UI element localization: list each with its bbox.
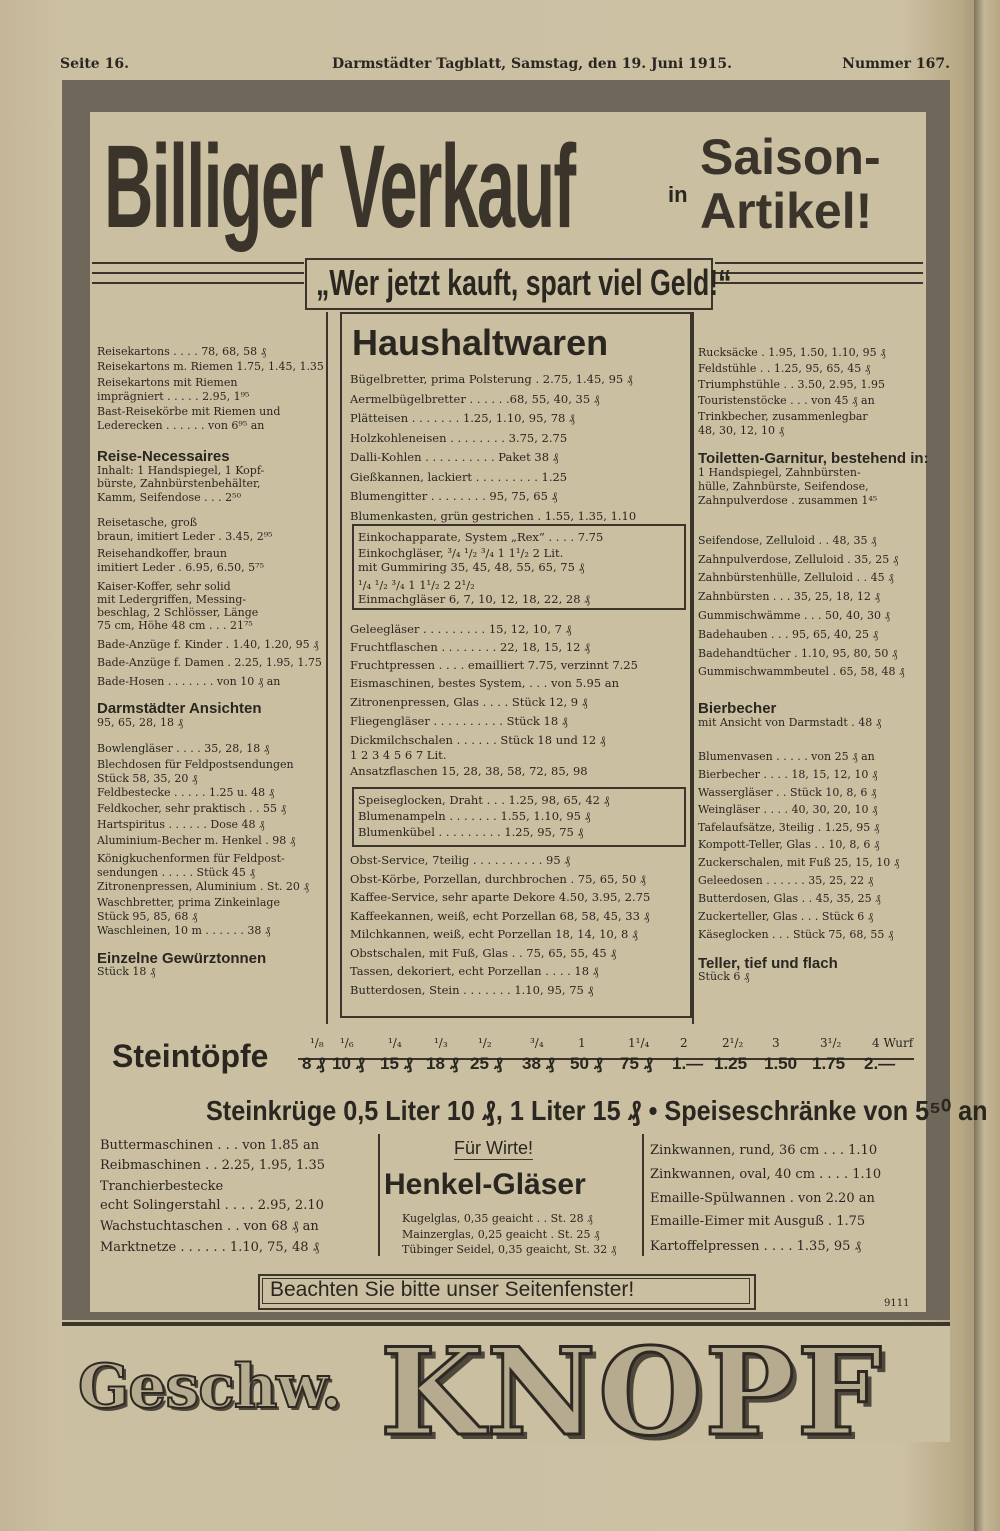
porcelain-item: Tassen, dekoriert, echt Porzellan . . . . 18 ₰ <box>350 964 599 978</box>
kitchen-item: Reibmaschinen . . 2.25, 1.95, 1.35 <box>100 1158 325 1173</box>
einkoch-item: mit Gummiring 35, 45, 48, 55, 65, 75 ₰ <box>358 560 585 574</box>
pot-size: ¹/₆ <box>340 1036 354 1050</box>
household-item: Plätteisen . . . . . . . 1.25, 1.10, 95, 78 ₰ <box>350 411 575 425</box>
headline: Billiger Verkauf <box>104 121 575 253</box>
tub-item: Emaille-Spülwannen . von 2.20 an <box>650 1191 875 1206</box>
right-item: Käseglocken . . . Stück 75, 68, 55 ₰ <box>698 928 894 941</box>
steintoepfe-label: Steintöpfe <box>112 1038 269 1074</box>
left-item: Aluminium-Becher m. Henkel . 98 ₰ <box>97 834 296 847</box>
household-item: Dalli-Kohlen . . . . . . . . . . Paket 38 ₰ <box>350 450 559 464</box>
left-item: Darmstädter Ansichten <box>97 700 262 717</box>
left-item: beschlag, 2 Schlösser, Länge <box>97 606 259 619</box>
price-box <box>352 524 686 610</box>
household-item: Ansatzflaschen 15, 28, 38, 58, 72, 85, 98 <box>350 764 588 778</box>
left-item: imprägniert . . . . . 2.95, 1⁹⁵ <box>97 390 250 403</box>
left-item: Stück 18 ₰ <box>97 965 156 978</box>
left-item: Reisekartons . . . . 78, 68, 58 ₰ <box>97 345 267 358</box>
left-item: bürste, Zahnbürstenbehälter, <box>97 477 261 490</box>
ad-code: 9111 <box>884 1298 910 1309</box>
page-number: Seite 16. <box>60 56 129 72</box>
porcelain-item: Kaffee-Service, sehr aparte Dekore 4.50, 3.95, 2.75 <box>350 890 651 904</box>
right-item: Blumenvasen . . . . . von 25 ₰ an <box>698 750 875 763</box>
pot-size: ¹/₈ <box>310 1036 324 1050</box>
headline-in: in <box>668 182 688 207</box>
price-box <box>352 787 686 847</box>
newspaper-date: Darmstädter Tagblatt, Samstag, den 19. Juni 1915. <box>332 56 732 72</box>
pot-price: 1.— <box>672 1054 704 1073</box>
lamp-item: Blumenampeln . . . . . . . 1.55, 1.10, 95 ₰ <box>358 809 591 823</box>
right-item: Zahnbürsten . . . 35, 25, 18, 12 ₰ <box>698 590 880 603</box>
slogan: „Wer jetzt kauft, spart viel Geld!“ <box>316 262 732 303</box>
steinkruege-line <box>206 1094 988 1127</box>
tub-item: Kartoffelpressen . . . . 1.35, 95 ₰ <box>650 1239 862 1254</box>
right-item: Geleedosen . . . . . . 35, 25, 22 ₰ <box>698 874 874 887</box>
right-item: Wassergläser . . Stück 10, 8, 6 ₰ <box>698 786 877 799</box>
right-item: Gummischwammbeutel . 65, 58, 48 ₰ <box>698 665 905 678</box>
headline-artikel: Artikel! <box>700 183 873 239</box>
household-item: Blumengitter . . . . . . . . 95, 75, 65 ₰ <box>350 489 558 503</box>
right-item: Zuckerteller, Glas . . . Stück 6 ₰ <box>698 910 874 923</box>
left-item: Bast-Reisekörbe mit Riemen und <box>97 405 281 418</box>
henkel-title: Henkel-Gläser <box>384 1168 586 1201</box>
pot-price: 2.— <box>864 1054 896 1073</box>
pot-price: 38 ₰ <box>522 1054 556 1073</box>
household-item: Fruchtflaschen . . . . . . . . 22, 18, 15, 12 ₰ <box>350 640 590 654</box>
pot-price: 1.50 <box>764 1054 798 1073</box>
issue-number: Nummer 167. <box>842 56 950 72</box>
notice: Beachten Sie bitte unser Seitenfenster! <box>270 1278 635 1301</box>
left-item: sendungen . . . . . Stück 45 ₰ <box>97 866 255 879</box>
fuer-wirte: Für Wirte! <box>454 1138 533 1158</box>
left-item: Lederecken . . . . . . von 6⁹⁵ an <box>97 419 265 432</box>
brand-prefix: Geschw. <box>78 1352 341 1422</box>
left-item: Königkuchenformen für Feldpost- <box>97 852 285 865</box>
pot-price: 10 ₰ <box>332 1054 366 1073</box>
right-item: Touristenstöcke . . . von 45 ₰ an <box>698 394 875 407</box>
household-item: Gießkannen, lackiert . . . . . . . . . 1.25 <box>350 470 568 484</box>
left-item: Blechdosen für Feldpostsendungen <box>97 758 294 771</box>
right-item: Bierbecher . . . . 18, 15, 12, 10 ₰ <box>698 768 878 781</box>
right-item: Zahnpulverdose, Zelluloid . 35, 25 ₰ <box>698 553 899 566</box>
pot-price: 18 ₰ <box>426 1054 460 1073</box>
pot-price: 1.75 <box>812 1054 846 1073</box>
household-item: 1 2 3 4 5 6 7 Lit. <box>350 748 447 762</box>
lamp-item: Blumenkübel . . . . . . . . . 1.25, 95, 75 ₰ <box>358 825 584 839</box>
right-item: hülle, Zahnbürste, Seifendose, <box>698 480 869 493</box>
right-item: Badehauben . . . 95, 65, 40, 25 ₰ <box>698 628 878 641</box>
right-item: mit Ansicht von Darmstadt . 48 ₰ <box>698 716 882 729</box>
household-item: Zitronenpressen, Glas . . . . Stück 12, 9 ₰ <box>350 695 588 709</box>
page-header <box>60 56 950 78</box>
einkoch-item: Einmachgläser 6, 7, 10, 12, 18, 22, 28 ₰ <box>358 592 590 606</box>
kitchen-item: Tranchierbestecke <box>100 1179 224 1194</box>
left-item: Kaiser-Koffer, sehr solid <box>97 580 231 593</box>
glass-item: Kugelglas, 0,35 geaicht . . St. 28 ₰ <box>402 1212 593 1225</box>
right-item: Weingläser . . . . 40, 30, 20, 10 ₰ <box>698 803 878 816</box>
right-item: Triumphstühle . . 3.50, 2.95, 1.95 <box>698 378 885 391</box>
right-item: Teller, tief und flach <box>698 955 838 972</box>
einkoch-item: Einkochgläser, ³/₄ ¹/₂ ³/₄ 1 1¹/₂ 2 Lit. <box>358 546 564 560</box>
left-item: 75 cm, Höhe 48 cm . . . 21⁷⁵ <box>97 619 253 632</box>
porcelain-item: Milchkannen, weiß, echt Porzellan 18, 14, 10, 8 ₰ <box>350 927 638 941</box>
right-item: Badehandtücher . 1.10, 95, 80, 50 ₰ <box>698 647 898 660</box>
lamp-item: Speiseglocken, Draht . . . 1.25, 98, 65, 42 ₰ <box>358 793 610 807</box>
left-item: mit Ledergriffen, Messing- <box>97 593 247 606</box>
right-item: Gummischwämme . . . 50, 40, 30 ₰ <box>698 609 890 622</box>
left-item: Reisekartons mit Riemen <box>97 376 238 389</box>
household-item: Bügelbretter, prima Polsterung . 2.75, 1.45, 95 ₰ <box>350 372 633 386</box>
kitchen-item: Marktnetze . . . . . . 1.10, 75, 48 ₰ <box>100 1240 320 1255</box>
pot-size: 2¹/₂ <box>722 1036 744 1050</box>
headline-side <box>700 130 881 238</box>
pot-price: 8 ₰ <box>302 1054 326 1073</box>
household-item: Eismaschinen, bestes System, . . . von 5.95 an <box>350 676 620 690</box>
porcelain-item: Obstschalen, mit Fuß, Glas . . 75, 65, 55, 45 ₰ <box>350 946 617 960</box>
left-item: Waschleinen, 10 m . . . . . . 38 ₰ <box>97 924 271 937</box>
household-item: Blumenkasten, grün gestrichen . 1.55, 1.35, 1.10 <box>350 509 637 523</box>
household-item: Aermelbügelbretter . . . . . .68, 55, 40, 35 ₰ <box>350 392 600 406</box>
porcelain-item: Obst-Körbe, Porzellan, durchbrochen . 75, 65, 50 ₰ <box>350 872 646 886</box>
left-item: Bade-Anzüge f. Kinder . 1.40, 1.20, 95 ₰ <box>97 638 319 651</box>
pot-size: 1¹/₄ <box>628 1036 650 1050</box>
brand-name: KNOPF <box>380 1322 884 1463</box>
household-item: Dickmilchschalen . . . . . . Stück 18 und 12 ₰ <box>350 733 606 747</box>
kitchen-item: Buttermaschinen . . . von 1.85 an <box>100 1138 320 1153</box>
tub-item: Zinkwannen, rund, 36 cm . . . 1.10 <box>650 1143 878 1158</box>
glass-item: Mainzerglas, 0,25 geaicht . St. 25 ₰ <box>402 1228 600 1241</box>
left-item: Hartspiritus . . . . . . Dose 48 ₰ <box>97 818 265 831</box>
porcelain-item: Obst-Service, 7teilig . . . . . . . . . . 95 ₰ <box>350 853 571 867</box>
right-item: Seifendose, Zelluloid . . 48, 35 ₰ <box>698 534 877 547</box>
right-item: Bierbecher <box>698 700 777 717</box>
pot-size: 4 Wurf <box>872 1036 914 1050</box>
right-item: Feldstühle . . 1.25, 95, 65, 45 ₰ <box>698 362 871 375</box>
einkoch-item: ¹/₄ ¹/₂ ³/₄ 1 1¹/₂ 2 2¹/₂ <box>358 578 475 592</box>
kitchen-item: Wachstuchtaschen . . von 68 ₰ an <box>100 1219 319 1234</box>
left-item: Bowlengläser . . . . 35, 28, 18 ₰ <box>97 742 270 755</box>
right-item: 1 Handspiegel, Zahnbürsten- <box>698 466 861 479</box>
left-item: Inhalt: 1 Handspiegel, 1 Kopf- <box>97 464 265 477</box>
pot-price: 25 ₰ <box>470 1054 504 1073</box>
pot-price: 50 ₰ <box>570 1054 604 1073</box>
right-item: Trinkbecher, zusammenlegbar <box>698 410 868 423</box>
page-fold <box>974 0 1000 1531</box>
right-item: Zahnpulverdose . zusammen 1⁴⁵ <box>698 494 878 507</box>
right-item: Butterdosen, Glas . . 45, 35, 25 ₰ <box>698 892 881 905</box>
household-item: Geleegläser . . . . . . . . . 15, 12, 10, 7 ₰ <box>350 622 572 636</box>
left-item: Zitronenpressen, Aluminium . St. 20 ₰ <box>97 880 309 893</box>
left-item: Reisehandkoffer, braun <box>97 547 227 560</box>
left-item: Kamm, Seifendose . . . 2⁵⁰ <box>97 491 241 504</box>
right-item: Kompott-Teller, Glas . . 10, 8, 6 ₰ <box>698 838 880 851</box>
household-item: Holzkohleneisen . . . . . . . . 3.75, 2.75 <box>350 431 568 445</box>
left-item: Bade-Anzüge f. Damen . 2.25, 1.95, 1.75 <box>97 656 322 669</box>
left-item: Reise-Necessaires <box>97 448 230 465</box>
left-item: Stück 58, 35, 20 ₰ <box>97 772 198 785</box>
right-item: Tafelaufsätze, 3teilig . 1.25, 95 ₰ <box>698 821 880 834</box>
porcelain-item: Kaffeekannen, weiß, echt Porzellan 68, 58, 45, 33 ₰ <box>350 909 650 923</box>
tub-item: Zinkwannen, oval, 40 cm . . . . 1.10 <box>650 1167 882 1182</box>
household-item: Fliegengläser . . . . . . . . . . Stück 18 ₰ <box>350 714 568 728</box>
left-item: 95, 65, 28, 18 ₰ <box>97 716 183 729</box>
left-item: braun, imitiert Leder . 3.45, 2⁹⁵ <box>97 530 273 543</box>
pot-price: 75 ₰ <box>620 1054 654 1073</box>
right-item: Stück 6 ₰ <box>698 970 750 983</box>
pot-size: 2 <box>680 1036 688 1050</box>
pot-size: ³/₄ <box>530 1036 544 1050</box>
household-item: Fruchtpressen . . . . emailliert 7.75, verzinnt 7.25 <box>350 658 638 672</box>
tub-item: Emaille-Eimer mit Ausguß . 1.75 <box>650 1214 866 1229</box>
porcelain-item: Butterdosen, Stein . . . . . . . 1.10, 95, 75 ₰ <box>350 983 594 997</box>
left-item: Reisetasche, groß <box>97 516 198 529</box>
left-item: Waschbretter, prima Zinkeinlage <box>97 896 280 909</box>
steinkruege-text: Steinkrüge 0,5 Liter 10 ₰, 1 Liter 15 ₰ • Speiseschränke von 5⁵⁰ an <box>206 1095 988 1126</box>
left-item: Reisekartons m. Riemen 1.75, 1.45, 1.35 <box>97 360 324 373</box>
right-item: Zuckerschalen, mit Fuß 25, 15, 10 ₰ <box>698 856 900 869</box>
right-item: 48, 30, 12, 10 ₰ <box>698 424 784 437</box>
left-item: Stück 95, 85, 68 ₰ <box>97 910 198 923</box>
einkoch-item: Einkochapparate, System „Rex“ . . . . 7.75 <box>358 530 604 544</box>
headline-saison: Saison- <box>700 129 881 185</box>
left-item: Feldbestecke . . . . . 1.25 u. 48 ₰ <box>97 786 275 799</box>
pot-size: ¹/₃ <box>434 1036 448 1050</box>
pot-size: ¹/₄ <box>388 1036 402 1050</box>
kitchen-item: echt Solingerstahl . . . . 2.95, 2.10 <box>100 1198 324 1213</box>
right-item: Rucksäcke . 1.95, 1.50, 1.10, 95 ₰ <box>698 346 886 359</box>
left-item: Einzelne Gewürztonnen <box>97 950 267 967</box>
pot-size: ¹/₂ <box>478 1036 492 1050</box>
haushalt-title: Haushaltwaren <box>352 322 609 363</box>
right-item: Zahnbürstenhülle, Zelluloid . . 45 ₰ <box>698 571 894 584</box>
left-item: Feldkocher, sehr praktisch . . 55 ₰ <box>97 802 287 815</box>
pot-size: 3 <box>772 1036 780 1050</box>
pot-size: 1 <box>578 1036 586 1050</box>
left-item: Bade-Hosen . . . . . . . von 10 ₰ an <box>97 675 281 688</box>
pot-price: 15 ₰ <box>380 1054 414 1073</box>
right-item: Toiletten-Garnitur, bestehend in: <box>698 450 929 467</box>
left-item: imitiert Leder . 6.95, 6.50, 5⁷⁵ <box>97 561 264 574</box>
pot-price: 1.25 <box>714 1054 748 1073</box>
pot-size: 3¹/₂ <box>820 1036 842 1050</box>
glass-item: Tübinger Seidel, 0,35 geaicht, St. 32 ₰ <box>402 1243 617 1256</box>
